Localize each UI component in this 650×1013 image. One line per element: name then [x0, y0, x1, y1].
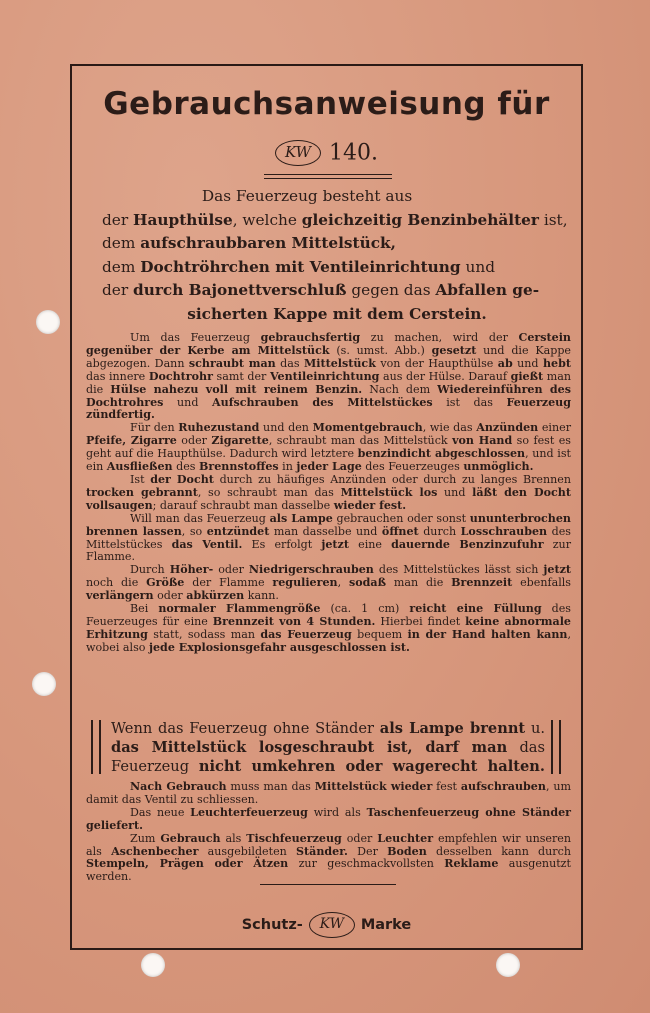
text-run: das Feuerzeug	[260, 627, 352, 641]
text-run: Größe	[146, 576, 185, 590]
text-run: Taschenfeuerzeug ohne Ständer geliefert.	[86, 805, 571, 832]
text-run: sicherten Kappe mit dem Cerstein.	[187, 304, 487, 323]
text-run: durch	[418, 524, 461, 538]
text-run: aufschraubbaren Mittelstück,	[140, 234, 396, 252]
text-run: ist das	[432, 395, 507, 409]
text-run: gesetzt	[431, 343, 477, 357]
punch-hole-bottom-left	[141, 953, 165, 977]
text-run: , um damit das Ventil zu schliessen.	[86, 780, 571, 806]
text-run: , schraubt man das Mittelstück	[268, 434, 453, 448]
text-run: Momentgebrauch	[312, 421, 423, 435]
paragraph	[86, 603, 571, 655]
kw-logo-icon: KW	[309, 912, 355, 938]
text-run: von der Haupthülse	[375, 356, 498, 370]
text-run: Stempeln, Prägen oder Ätzen	[86, 857, 289, 871]
text-run: statt, sodass man	[147, 627, 261, 641]
text-run: gleichzeitig Benzinbehälter	[301, 210, 539, 229]
warning-line	[111, 719, 545, 738]
text-run: der Docht	[150, 472, 214, 486]
text-run: läßt den Docht vollsaugen	[86, 485, 571, 512]
text-run: wieder fest.	[333, 498, 407, 512]
text-run: Ruhezustand	[178, 421, 260, 435]
text-run: ,	[337, 576, 349, 590]
text-run: zur geschmackvollsten	[288, 857, 445, 871]
text-run: Höher-	[169, 563, 214, 577]
text-run: von Hand	[452, 434, 513, 448]
text-run: wird als	[307, 805, 367, 819]
text-run: hebt	[542, 356, 571, 370]
text-run: jetzt	[321, 537, 349, 551]
text-run: Anzünden	[476, 421, 539, 435]
text-run: aus der Hülse. Darauf	[379, 369, 511, 383]
text-run: oder	[176, 434, 212, 448]
text-run: Boden	[387, 844, 427, 858]
text-run: Losschrauben	[460, 524, 548, 538]
text-run: , wie das	[422, 421, 477, 435]
text-run: so fest es geht auf die Haupthülse. Dadurch wird letztere	[86, 434, 571, 461]
text-run: Abfallen ge-	[435, 281, 540, 299]
text-run: (s. umst. Abb.)	[329, 343, 432, 357]
warning-text	[111, 719, 545, 776]
warning-bar-left	[91, 720, 101, 774]
text-run: u.	[525, 720, 545, 737]
text-run: Will man das Feuerzeug	[130, 511, 270, 525]
text-run: gebrauchsfertig	[260, 331, 361, 344]
text-run: das Mittelstück losgeschraubt ist, darf man	[111, 739, 508, 756]
text-run: Für den	[130, 421, 179, 435]
text-run: Mittelstück	[303, 356, 376, 370]
text-run: samt der	[212, 369, 270, 383]
text-run: man dasselbe und	[269, 524, 382, 538]
text-run: eine	[348, 537, 392, 551]
text-run: sodaß	[349, 576, 387, 590]
text-run: Zigarette	[211, 434, 269, 448]
text-run: in der Hand halten kann	[407, 627, 568, 641]
text-run: der	[102, 210, 134, 229]
text-run: das	[275, 356, 304, 370]
divider-line	[260, 884, 396, 885]
text-run: jetzt	[543, 563, 571, 577]
text-run: und	[512, 356, 543, 370]
text-run: und die Kappe abgezogen. Dann	[86, 343, 571, 370]
text-run: abkürzen	[186, 589, 245, 603]
model-heading	[72, 140, 581, 166]
text-run: Mittelstück los	[340, 485, 438, 499]
text-run: Nach dem	[362, 382, 438, 396]
text-run: Nach Gebrauch	[130, 780, 227, 793]
intro-line	[102, 279, 572, 303]
text-run: Bei	[130, 602, 159, 616]
text-run: einer	[538, 421, 571, 435]
text-run: Das Feuerzeug besteht aus	[201, 187, 413, 205]
text-run: Dochtrohr	[148, 369, 213, 383]
text-run: Feuerzeug	[111, 758, 199, 775]
text-run: dauernde Benzinzufuhr	[391, 537, 544, 551]
text-run: Haupthülse	[133, 210, 233, 229]
text-run: oder	[153, 589, 187, 603]
text-run: als Lampe	[269, 511, 333, 525]
text-run: Ausfließen	[106, 460, 173, 474]
text-run: nicht umkehren oder wagerecht halten.	[198, 758, 545, 775]
paragraph	[86, 781, 571, 807]
text-run: ; darauf schraubt man dasselbe	[152, 498, 334, 512]
text-run: regulieren	[272, 576, 338, 590]
text-run: normaler Flammengröße	[158, 602, 321, 616]
text-run: man die	[386, 576, 452, 590]
text-run: dem	[102, 234, 141, 252]
text-run: Ventileinrichtung	[269, 369, 380, 383]
text-run: ausgenutzt werden.	[86, 857, 571, 884]
text-run: jede Explosionsgefahr ausgeschlossen ist.	[148, 640, 410, 654]
intro-line	[102, 256, 572, 280]
text-run: Leuchterfeuerzeug	[190, 805, 308, 819]
text-run: kann.	[244, 589, 279, 603]
text-run: der Flamme	[184, 576, 273, 590]
intro-line	[102, 303, 572, 327]
text-run: , welche	[232, 210, 302, 229]
text-run: Reklame	[444, 857, 499, 871]
text-run: Ist	[130, 472, 151, 486]
text-run: Zum	[130, 831, 161, 845]
text-run: Leuchter	[377, 831, 434, 845]
trademark	[72, 912, 581, 938]
text-run: in	[278, 460, 297, 474]
text-run: zu machen, wird der	[360, 331, 519, 344]
intro-line	[102, 232, 572, 256]
text-run: reicht eine Füllung	[409, 602, 542, 616]
instructions-section	[86, 332, 571, 655]
text-run: , wobei also	[86, 627, 571, 654]
text-run: Aufschrauben des Mittelstückes	[212, 395, 433, 409]
text-run: noch die	[86, 576, 147, 590]
text-run: des	[172, 460, 200, 474]
text-run: muss man das	[226, 780, 315, 793]
text-run: der	[102, 281, 134, 299]
text-run: , so schraubt man das	[197, 485, 341, 499]
paragraph	[86, 833, 571, 885]
text-run: oder	[213, 563, 249, 577]
paragraph	[86, 564, 571, 603]
text-run: , so	[181, 524, 207, 538]
text-run: Um das Feuerzeug	[130, 331, 261, 344]
text-run: und	[460, 257, 495, 276]
text-run: öffnet	[381, 524, 419, 538]
text-run: Brennstoffes	[199, 460, 279, 474]
warning-line	[111, 757, 545, 776]
text-run: des Feuerzeuges für eine	[86, 602, 572, 628]
text-run: zur Flamme.	[86, 537, 571, 564]
document-frame	[70, 64, 583, 950]
text-run: verlängern	[86, 589, 154, 603]
text-run: Pfeife, Zigarre	[86, 434, 177, 448]
intro-section	[102, 185, 572, 326]
text-run: Der	[347, 844, 388, 858]
paragraph	[86, 474, 571, 513]
text-run: des Mittelstückes	[86, 524, 571, 551]
text-run: Brennzeit von 4 Stunden.	[212, 614, 376, 628]
text-run: des Mittelstückes lässt sich	[373, 563, 544, 577]
text-run: entzündet	[206, 524, 270, 538]
text-run: schraubt man	[188, 356, 276, 370]
text-run: Brennzeit	[451, 576, 513, 590]
text-run: Dochtröhrchen mit Ventileinrichtung	[140, 257, 461, 276]
document-title: Gebrauchsanweisung für	[103, 86, 550, 122]
text-run: dem	[102, 257, 141, 276]
text-run: das	[507, 739, 546, 756]
text-run: durch Bajonettverschluß	[133, 281, 347, 299]
text-run: ausgebildeten	[198, 844, 297, 858]
text-run: , und ist ein	[86, 447, 572, 474]
punch-hole-left-top	[36, 310, 60, 334]
text-run: keine abnormale Erhitzung	[86, 614, 571, 641]
text-run: aufschrauben	[460, 780, 546, 793]
text-run: Durch	[130, 563, 170, 577]
text-run: Es erfolgt	[242, 537, 322, 551]
text-run: ebenfalls	[512, 576, 572, 590]
text-run: oder	[341, 831, 378, 845]
text-run: jeder Lage	[296, 460, 362, 474]
text-run: unmöglich.	[463, 460, 534, 474]
text-run: gegen das	[346, 281, 436, 299]
paragraph	[86, 513, 571, 565]
text-run: benzindicht abgeschlossen	[357, 447, 526, 461]
text-run: und den	[259, 421, 313, 435]
trademark-right: Marke	[360, 917, 412, 933]
text-run: (ca. 1 cm)	[320, 602, 410, 616]
text-run: des Feuerzeuges	[361, 460, 464, 474]
text-run: das innere	[86, 369, 149, 383]
intro-line	[102, 209, 572, 233]
text-run: durch zu häufiges Anzünden oder durch zu langes Brennen	[213, 472, 571, 486]
text-run: Cerstein gegenüber der Kerbe am Mittelstück	[86, 331, 571, 357]
text-run: desselben kann durch	[426, 844, 571, 858]
text-run: Wenn das Feuerzeug ohne Ständer	[111, 720, 380, 737]
text-run: gebrauchen oder sonst	[332, 511, 470, 525]
kw-logo-icon: KW	[275, 140, 321, 166]
divider-line	[264, 174, 392, 175]
text-run: Das neue	[130, 805, 191, 819]
punch-hole-left-bottom	[32, 672, 56, 696]
text-run: bequem	[351, 627, 408, 641]
paragraph	[86, 422, 571, 474]
paragraph	[86, 807, 571, 833]
divider-line	[264, 178, 392, 179]
text-run: als	[220, 831, 247, 845]
text-run: Mittelstück wieder	[314, 780, 433, 793]
text-run: ununterbrochen brennen lassen	[86, 511, 571, 538]
text-run: und	[163, 395, 213, 409]
text-run: empfehlen wir unseren als	[86, 831, 572, 858]
text-run: das Ventil.	[171, 537, 243, 551]
text-run: Hülse nahezu voll mit reinem Benzin.	[110, 382, 363, 396]
text-run: und	[437, 485, 473, 499]
text-run: gießt	[510, 369, 544, 383]
text-run: trocken gebrannt	[86, 485, 198, 499]
text-run: ab	[497, 356, 513, 370]
intro-line	[102, 185, 572, 209]
text-run: Feuerzeug zündfertig.	[86, 395, 571, 422]
paragraph	[86, 332, 571, 422]
text-run: Tischfeuerzeug	[246, 831, 342, 845]
warning-line	[111, 738, 545, 757]
punch-hole-bottom-right	[496, 953, 520, 977]
text-run: als Lampe brennt	[379, 720, 526, 737]
after-use-section	[86, 781, 571, 884]
trademark-left: Schutz-	[241, 917, 303, 933]
model-number: 140.	[329, 140, 378, 166]
warning-box	[91, 718, 561, 778]
text-run: fest	[432, 780, 461, 793]
warning-bar-right	[551, 720, 561, 774]
text-run: Wiedereinführen des Dochtrohres	[86, 382, 571, 409]
text-run: man die	[86, 369, 572, 396]
text-run: Gebrauch	[160, 831, 221, 845]
text-run: Hierbei findet	[375, 614, 466, 628]
text-run: ist,	[538, 210, 568, 229]
text-run: Aschenbecher	[111, 844, 199, 858]
text-run: Niedrigerschrauben	[248, 563, 374, 577]
text-run: Ständer.	[296, 844, 348, 858]
